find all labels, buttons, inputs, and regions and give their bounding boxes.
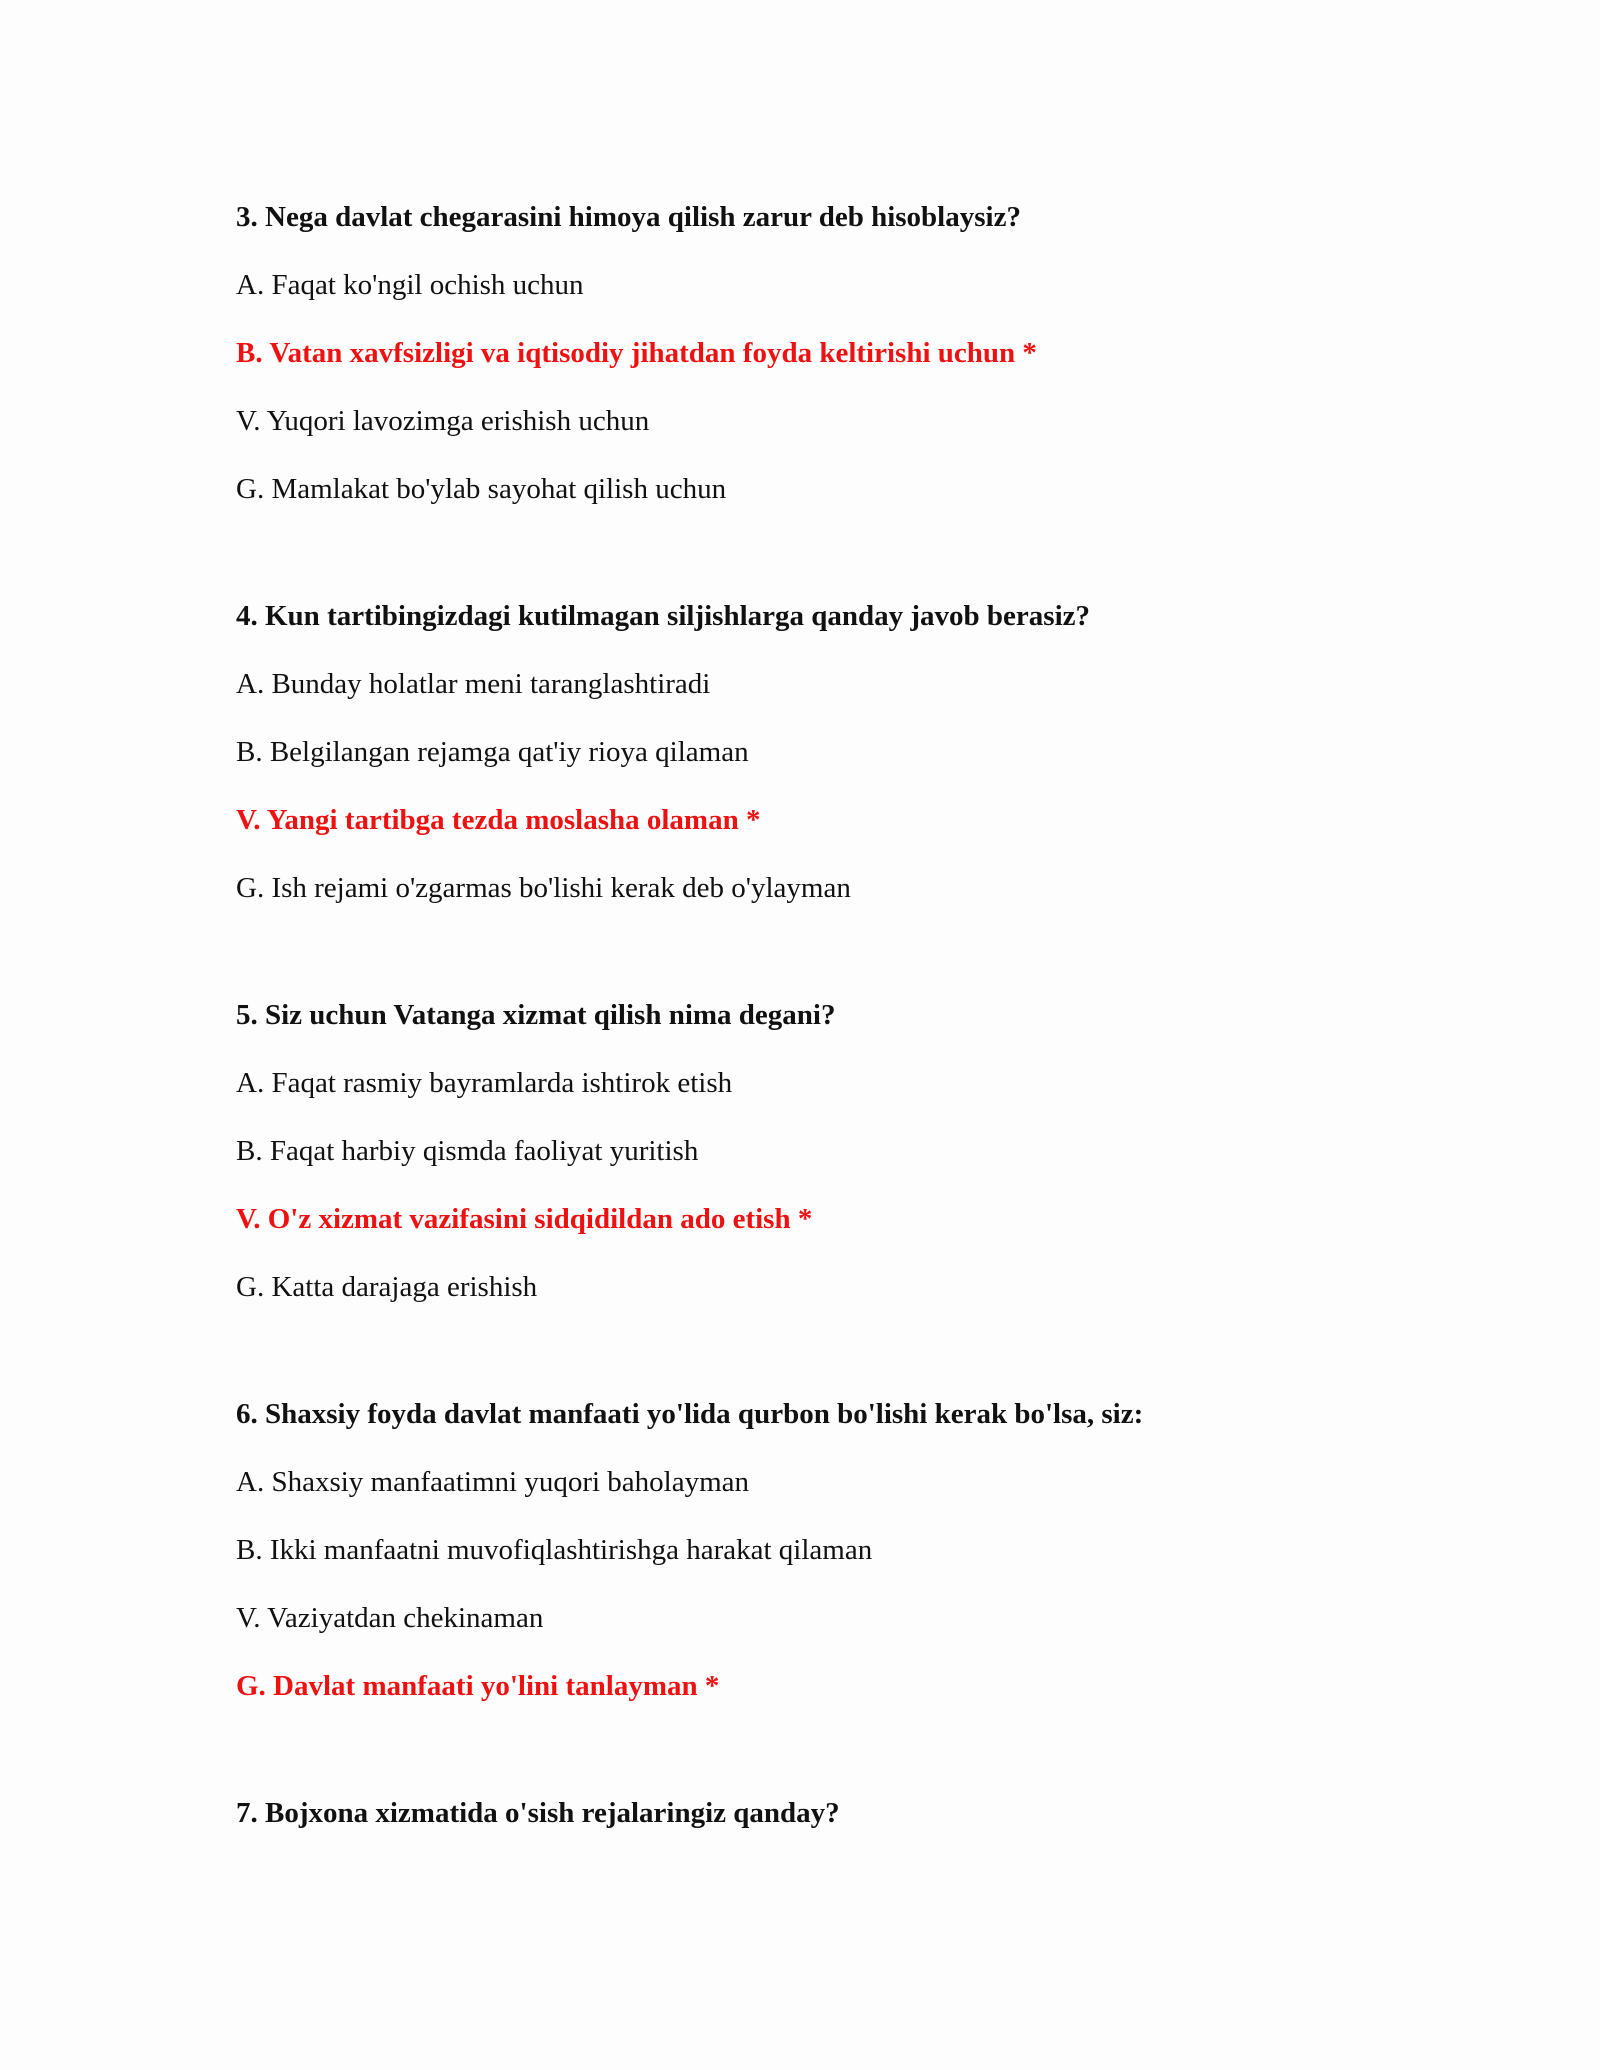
answer-option: G. Katta darajaga erishish (236, 1271, 538, 1303)
answer-option: A. Shaxsiy manfaatimni yuqori baholayman (236, 1466, 750, 1498)
question-text: 3. Nega davlat chegarasini himoya qilish zarur deb hisoblaysiz? (236, 201, 1021, 233)
answer-option: B. Faqat harbiy qismda faoliyat yuritish (236, 1135, 699, 1167)
answer-option: V. Yangi tartibga tezda moslasha olaman * (236, 804, 761, 836)
answer-option: A. Faqat ko'ngil ochish uchun (236, 269, 584, 301)
question-text: 7. Bojxona xizmatida o'sish rejalaringiz qanday? (236, 1797, 840, 1829)
question-block (236, 1380, 1436, 1720)
question-block (236, 981, 1436, 1321)
answer-option: V. Yuqori lavozimga erishish uchun (236, 405, 650, 437)
answer-option: B. Belgilangan rejamga qat'iy rioya qilaman (236, 736, 749, 768)
question-block (236, 582, 1436, 922)
answer-option: G. Ish rejami o'zgarmas bo'lishi kerak deb o'ylayman (236, 872, 851, 904)
answer-option: G. Mamlakat bo'ylab sayohat qilish uchun (236, 473, 727, 505)
answer-option: B. Ikki manfaatni muvofiqlashtirishga harakat qilaman (236, 1534, 873, 1566)
answer-option: V. O'z xizmat vazifasini sidqidildan ado etish * (236, 1203, 813, 1235)
question-text: 6. Shaxsiy foyda davlat manfaati yo'lida qurbon bo'lishi kerak bo'lsa, siz: (236, 1398, 1144, 1430)
answer-option: B. Vatan xavfsizligi va iqtisodiy jihatdan foyda keltirishi uchun * (236, 337, 1037, 369)
question-text: 5. Siz uchun Vatanga xizmat qilish nima degani? (236, 999, 836, 1031)
question-list (236, 183, 1436, 1906)
question-block (236, 183, 1436, 523)
answer-option: V. Vaziyatdan chekinaman (236, 1602, 544, 1634)
question-text: 4. Kun tartibingizdagi kutilmagan siljishlarga qanday javob berasiz? (236, 600, 1091, 632)
question-block (236, 1779, 1436, 1847)
answer-option: G. Davlat manfaati yo'lini tanlayman * (236, 1670, 720, 1702)
answer-option: A. Faqat rasmiy bayramlarda ishtirok etish (236, 1067, 733, 1099)
answer-option: A. Bunday holatlar meni taranglashtiradi (236, 668, 711, 700)
